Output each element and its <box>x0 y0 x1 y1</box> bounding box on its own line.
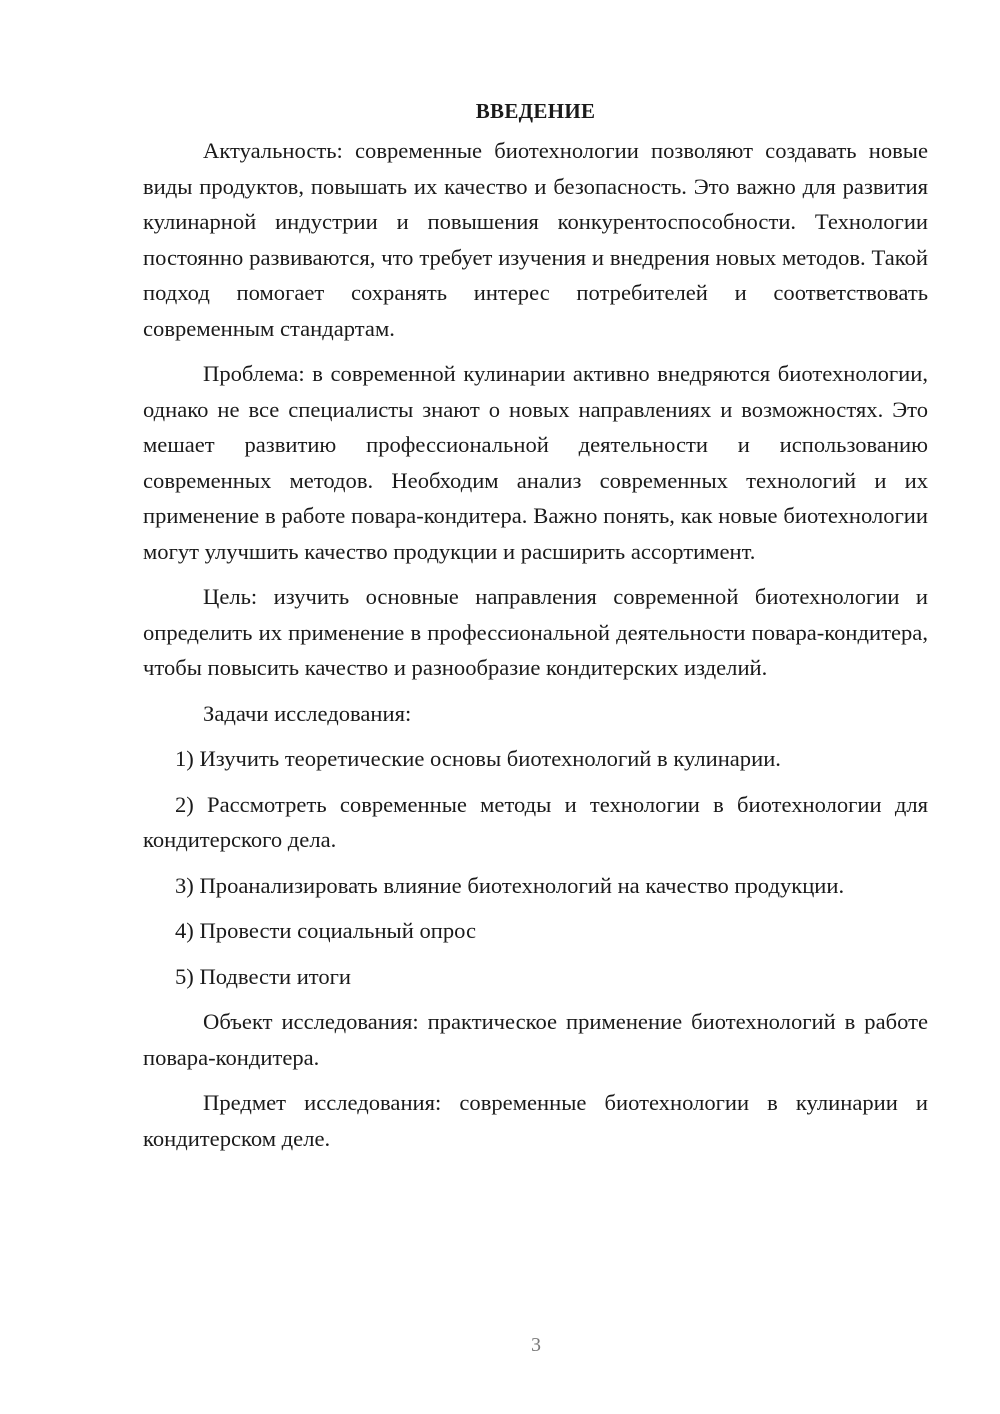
section-title: ВВЕДЕНИЕ <box>475 99 596 123</box>
document-body <box>143 96 928 1166</box>
research-object-paragraph: Объект исследования: практическое применение биотехнологий в работе повара-кондитера. <box>143 1009 928 1070</box>
problem-paragraph: Проблема: в современной кулинарии активно внедряются биотехнологии, однако не все специалисты знают о новых направлениях и возможностях. Это мешает развитию профессиональной деятельности и использованию современных методов. Необходим анализ современных технологий и их применение в работе повара-кондитера. Важно понять, как новые биотехнологии могут улучшить качество продукции и расширить ассортимент. <box>143 361 928 564</box>
tasks-heading: Задачи исследования: <box>203 700 412 726</box>
relevance-paragraph: Актуальность: современные биотехнологии позволяют создавать новые виды продуктов, повышать их качество и безопасность. Это важно для развития кулинарной индустрии и повышения конкурентоспособности. Технологии постоянно развиваются, что требует изучения и внедрения новых методов. Такой подход помогает сохранять интерес потребителей и соответствовать современным стандартам. <box>143 138 928 341</box>
task-item-5: 5) Подвести итоги <box>175 963 352 989</box>
task-item-2: 2) Рассмотреть современные методы и технологии в биотехнологии для кондитерского дела. <box>143 791 928 852</box>
research-subject-paragraph: Предмет исследования: современные биотехнологии в кулинарии и кондитерском деле. <box>143 1090 928 1151</box>
page-number: 3 <box>531 1334 541 1356</box>
goal-paragraph: Цель: изучить основные направления современной биотехнологии и определить их применение в профессиональной деятельности повара-кондитера, чтобы повысить качество и разнообразие кондитерских изделий. <box>143 584 928 680</box>
task-item-4: 4) Провести социальный опрос <box>175 918 477 943</box>
task-item-1: 1) Изучить теоретические основы биотехнологий в кулинарии. <box>175 746 781 771</box>
task-item-3: 3) Проанализировать влияние биотехнологий на качество продукции. <box>175 872 845 898</box>
